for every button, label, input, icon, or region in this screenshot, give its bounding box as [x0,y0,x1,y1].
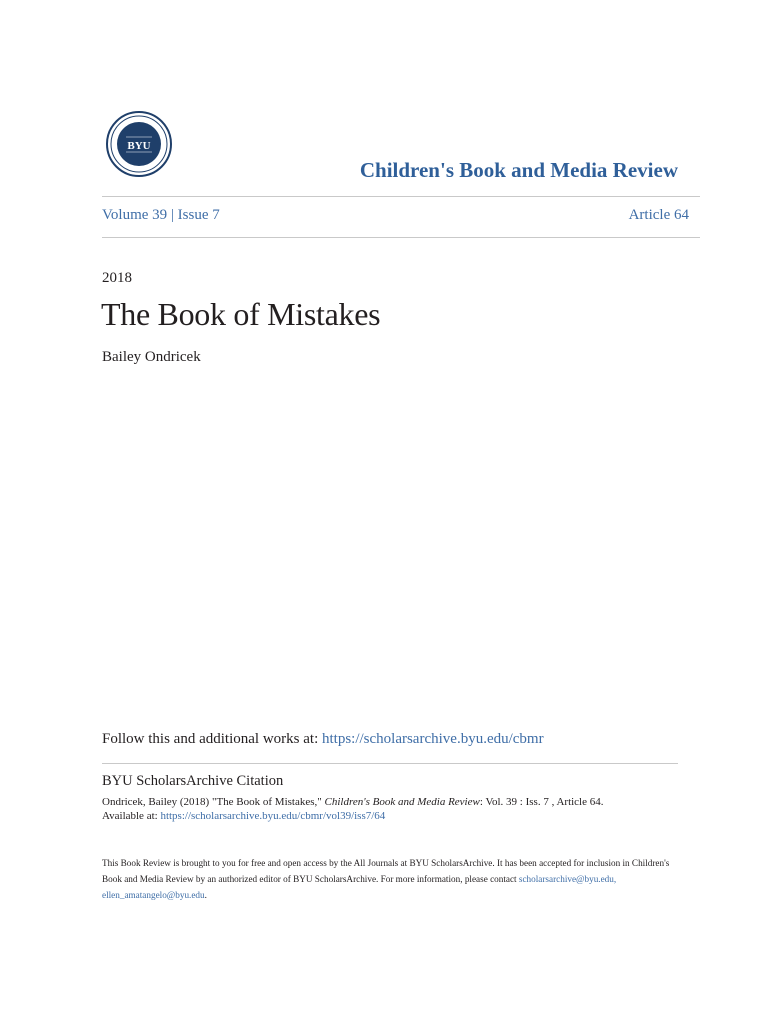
contact-email-link[interactable]: scholarsarchive@byu.edu, [518,874,617,884]
journal-title-link[interactable]: Children's Book and Media Review [359,158,678,182]
follow-label: Follow this and additional works at: [102,731,322,747]
follow-line [102,731,544,748]
collection-url-link[interactable]: https://scholarsarchive.byu.edu/cbmr [321,731,544,747]
citation-text [102,796,604,808]
access-notice [102,855,672,903]
citation-journal: Children's Book and Media Review [324,796,480,808]
publication-year: 2018 [102,270,132,286]
citation-divider [102,763,678,764]
contact-email-link-2[interactable]: ellen_amatangelo@byu.edu [102,890,205,900]
seal-text: BYU [127,140,151,152]
university-seal-logo [106,111,172,177]
citation-heading: BYU ScholarsArchive Citation [102,773,284,789]
notice-text: This Book Review is brought to you for free and open access by the All Journals at BYU ScholarsArchive. It has been accepted for inclusion in Children's Book and Media Review by an authorized editor of BYU ScholarsArchive. For more information, please contact [102,858,670,884]
citation-suffix: : Vol. 39 : Iss. 7 , Article 64. [479,796,604,808]
header-divider-top [102,196,700,197]
author-name: Bailey Ondricek [102,349,201,365]
volume-issue-separator: | [170,207,174,223]
citation-prefix: Ondricek, Bailey (2018) "The Book of Mistakes," [102,796,325,808]
citation-availability [102,810,385,822]
notice-end: . [204,890,207,900]
available-at-label: Available at: [102,810,161,822]
article-title: The Book of Mistakes [101,296,381,332]
volume-issue-line [102,207,220,224]
issue-link[interactable]: Issue 7 [177,207,220,223]
header-divider-bottom [102,237,700,238]
volume-link[interactable]: Volume 39 [102,207,168,223]
article-url-link[interactable]: https://scholarsarchive.byu.edu/cbmr/vol39/iss7/64 [160,810,386,822]
article-number-link[interactable]: Article 64 [628,207,689,223]
